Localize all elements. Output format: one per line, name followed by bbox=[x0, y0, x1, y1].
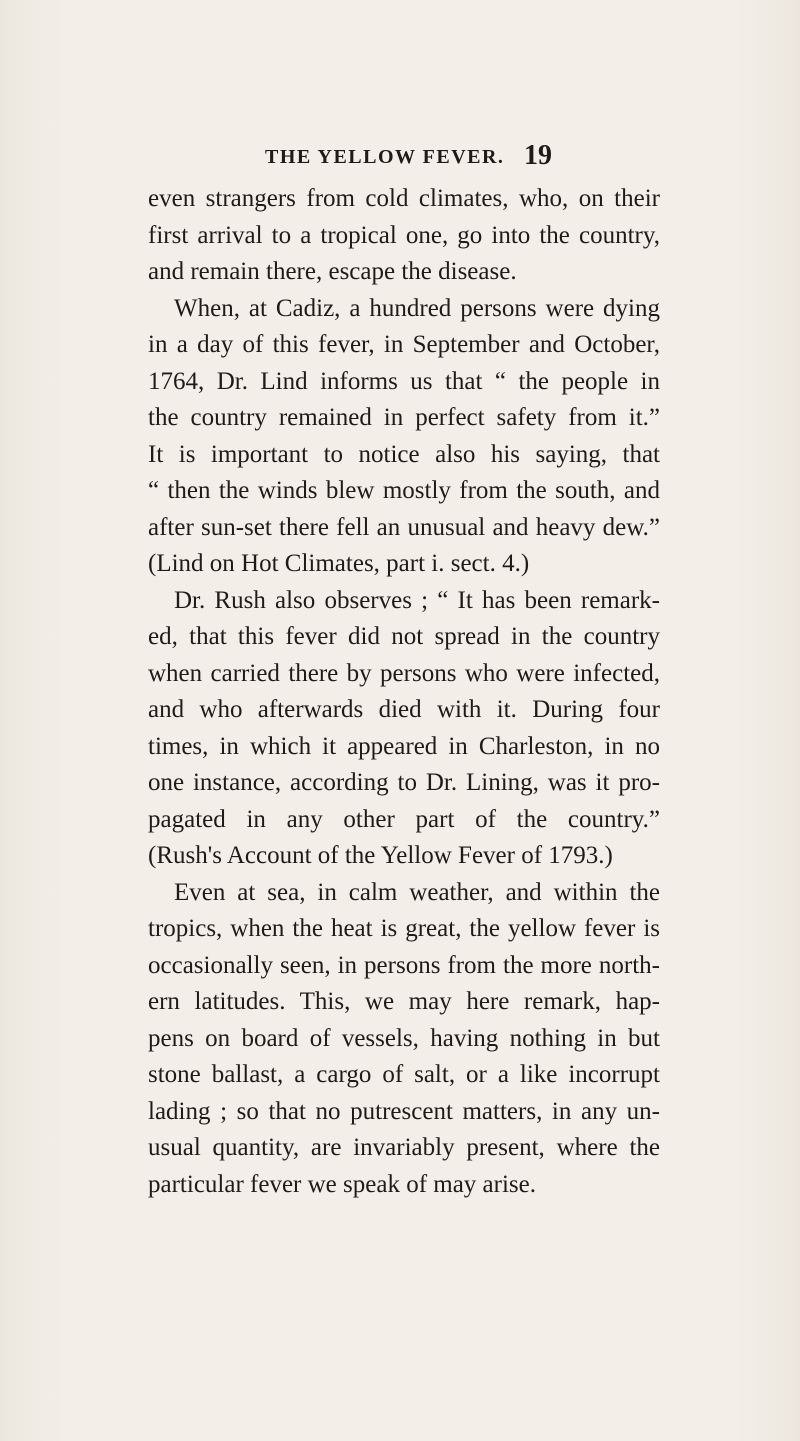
text-line: pens on board of vessels, having nothing in but bbox=[148, 1024, 660, 1052]
text-line: usual quantity, are invariably present, where the bbox=[148, 1134, 660, 1161]
text-line: (Rush's Account of the Yellow Fever of 1793.) bbox=[148, 842, 613, 869]
running-head bbox=[0, 142, 800, 172]
text-line: ed, that this fever did not spread in the country bbox=[148, 623, 660, 650]
text-line: lading ; so that no putrescent matters, in any un- bbox=[148, 1097, 660, 1125]
text-line: stone ballast, a cargo of salt, or a like incorrupt bbox=[148, 1061, 660, 1088]
text-line: even strangers from cold climates, who, on their bbox=[148, 185, 660, 212]
running-title: THE YELLOW FEVER. bbox=[265, 146, 505, 168]
text-line: and remain there, escape the disease. bbox=[148, 258, 517, 285]
text-line: ern latitudes. This, we may here remark, hap- bbox=[148, 988, 660, 1015]
text-line: “ then the winds blew mostly from the south, and bbox=[148, 477, 660, 504]
text-line: in a day of this fever, in September and October, bbox=[148, 331, 660, 358]
text-line: When, at Cadiz, a hundred persons were dying bbox=[174, 294, 660, 322]
text-line: 1764, Dr. Lind informs us that “ the people in bbox=[148, 367, 660, 395]
text-line: the country remained in perfect safety from it.” bbox=[148, 404, 660, 431]
text-line: when carried there by persons who were infected, bbox=[148, 659, 660, 687]
text-line: and who afterwards died with it. During four bbox=[148, 696, 660, 723]
text-line: (Lind on Hot Climates, part i. sect. 4.) bbox=[148, 550, 530, 577]
text-line: pagated in any other part of the country.” bbox=[148, 805, 660, 833]
body-text bbox=[148, 181, 660, 1203]
text-line: tropics, when the heat is great, the yellow fever is bbox=[148, 915, 660, 942]
text-line: occasionally seen, in persons from the more north- bbox=[148, 951, 660, 979]
text-line: Dr. Rush also observes ; “ It has been remark- bbox=[174, 586, 660, 614]
text-line: first arrival to a tropical one, go into the country, bbox=[148, 221, 660, 249]
text-line: one instance, according to Dr. Lining, was it pro- bbox=[148, 769, 660, 796]
text-line: particular fever we speak of may arise. bbox=[148, 1170, 537, 1198]
text-line: It is important to notice also his saying, that bbox=[148, 440, 660, 468]
text-line: after sun-set there fell an unusual and heavy dew.” bbox=[148, 513, 660, 541]
page-number: 19 bbox=[524, 140, 552, 171]
text-line: Even at sea, in calm weather, and within the bbox=[174, 878, 660, 906]
text-line: times, in which it appeared in Charleston, in no bbox=[148, 732, 660, 760]
